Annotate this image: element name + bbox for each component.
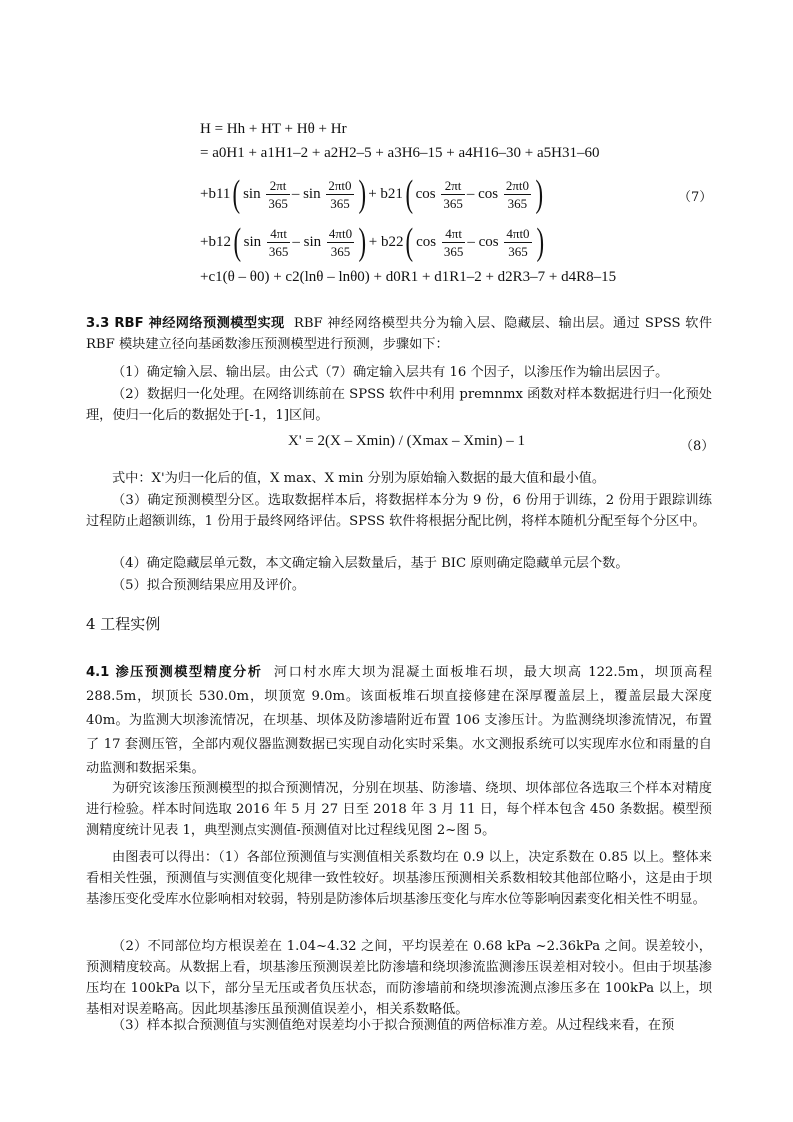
- equation-7-line-2: = a0H1 + a1H1–2 + a2H2–5 + a3H6–15 + a4H16–30 + a5H31–60: [200, 145, 600, 161]
- step-4: （4）确定隐藏层单元数，本文确定输入层数量后，基于 BIC 原则确定隐藏单元层个数。: [112, 556, 629, 571]
- equation-7-line-1: H = Hh + HT + Hθ + Hr: [200, 121, 347, 137]
- section-3-3-heading: 3.3 RBF 神经网络预测模型实现: [86, 316, 285, 331]
- paragraph-5: （3）样本拟合预测值与实测值绝对误差均小于拟合预测值的两倍标准方差。从过程线来看，在预: [112, 1018, 675, 1033]
- paragraph-3: 由图表可以得出：（1）各部位预测值与实测值相关系数均在 0.9 以上，决定系数在 0.85 以上。整体来看相关性强，预测值与实测值变化规律一致性较好。坝基渗压预测相关系数相较其他部位略小，这是由于坝基渗压变化受库水位影响相对较弱，特别是防渗体后坝基渗压变化与库水位等影响因素变化相关性不明显。: [86, 850, 712, 907]
- step-1: （1）确定输入层、输出层。由公式（7）确定输入层共有 16 个因子，以渗压作为输出层因子。: [112, 365, 669, 380]
- equation-7-line-3: +b11 ( sin $\frac{2\pi t}{365}$ – sin $\frac{2\pi t0}{365}$ ) + b21 ( cos $\frac{2\pi t}{365}$ – cos $\frac{2\pi t0}{365}$ ): [200, 173, 544, 215]
- equation-8-number: （8）: [680, 439, 715, 454]
- equation-7-line-5: +c1(θ – θ0) + c2(lnθ – lnθ0) + d0R1 + d1R1–2 + d2R3–7 + d4R8–15: [200, 269, 617, 285]
- step-5: （5）拟合预测结果应用及评价。: [112, 578, 306, 593]
- equation-8-where: 式中：X'为归一化后的值，X max、X min 分别为原始输入数据的最大值和最小值。: [112, 471, 606, 486]
- paragraph-4: （2）不同部位均方根误差在 1.04~4.32 之间，平均误差在 0.68 kPa ~2.36kPa 之间。误差较小，预测精度较高。从数据上看，坝基渗压预测误差比防渗墙和绕坝渗流监测渗压误差相对较小。但由于坝基渗压均在 100kPa 以下，部分呈无压或者负压状态，而防渗墙前和绕坝渗流测点渗压多在 100kPa 以上，坝基相对误差略高。因此坝基渗压虽预测值误差小，相关系数略低。: [86, 939, 712, 1017]
- section-4-heading: 4 工程实例: [86, 615, 161, 633]
- section-4-1-intro: 4.1 渗压预测模型精度分析 河口村水库大坝为混凝土面板堆石坝，最大坝高 122.5m，坝顶高程 288.5m，坝顶长 530.0m，坝顶宽 9.0m。该面板堆石坝直接修建在深厚覆盖层上，覆盖层最大深度 40m。为监测大坝渗流情况，在坝基、坝体及防渗墙附近布置 106 支渗压计。为监测绕坝渗流情况，布置了 17 套测压管，全部内观仪器监测数据已实现自动化实时采集。水文测报系统可以实现库水位和雨量的自动监测和数据采集。: [86, 665, 713, 776]
- equation-7-line-4: +b12 ( sin $\frac{4\pi t}{365}$ – sin $\frac{4\pi t0}{365}$ ) + b22 ( cos $\frac{4\pi t}{365}$ – cos $\frac{4\pi t0}{365}$ ): [200, 221, 544, 263]
- paragraph-2: 为研究该渗压预测模型的拟合预测情况，分别在坝基、防渗墙、绕坝、坝体部位各选取三个样本对精度进行检验。样本时间选取 2016 年 5 月 27 日至 2018 年 3 月 11 日，每个样本包含 450 条数据。模型预测精度统计见表 1，典型测点实测值-预测值对比过程线见图 2~图 5。: [86, 781, 712, 838]
- section-3-3-intro: 3.3 RBF 神经网络预测模型实现 RBF 神经网络模型共分为输入层、隐藏层、输出层。通过 SPSS 软件 RBF 模块建立径向基函数渗压预测模型进行预测，步骤如下：: [86, 316, 713, 352]
- equation-8: X' = 2(X – Xmin) / (Xmax – Xmin) – 1: [288, 433, 525, 449]
- step-2: （2）数据归一化处理。在网络训练前在 SPSS 软件中利用 premnmx 函数对样本数据进行归一化预处理，使归一化后的数据处于[-1，1]区间。: [86, 387, 712, 423]
- section-4-1-heading: 4.1 渗压预测模型精度分析: [86, 665, 263, 680]
- equation-7-number: （7）: [678, 190, 713, 205]
- step-3: （3）确定预测模型分区。选取数据样本后，将数据样本分为 9 份，6 份用于训练，2 份用于跟踪训练过程防止超额训练，1 份用于最终网络评估。SPSS 软件将根据分配比例，将样本随机分配至每个分区中。: [86, 493, 712, 529]
